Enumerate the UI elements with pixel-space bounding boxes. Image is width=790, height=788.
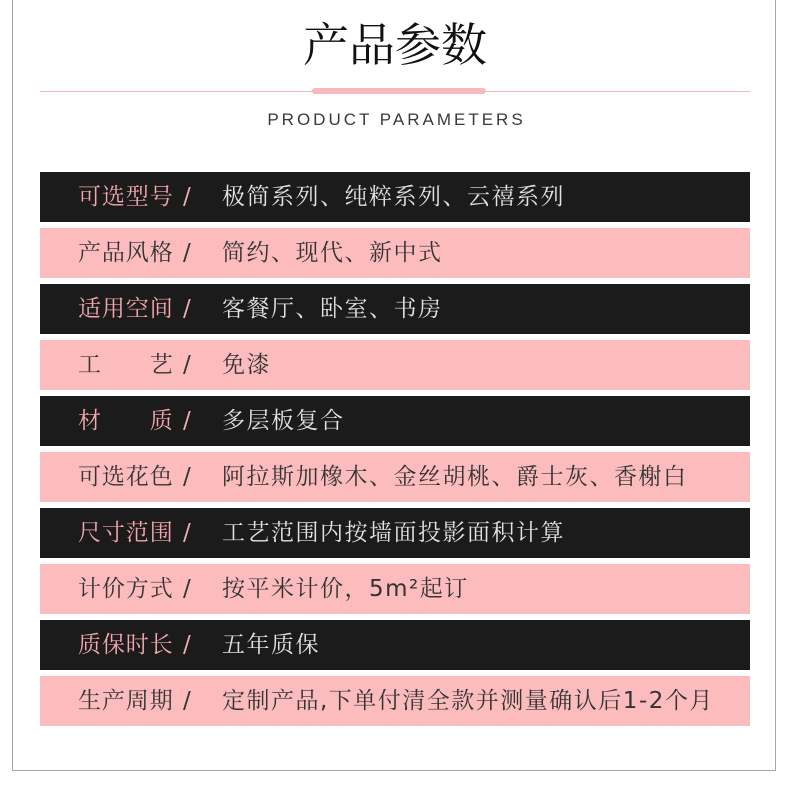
param-label: 工艺 <box>78 352 173 378</box>
param-value: 按平米计价，5m²起订 <box>222 576 469 602</box>
param-value: 阿拉斯加橡木、金丝胡桃、爵士灰、香榭白 <box>222 464 688 490</box>
param-separator: / <box>183 296 191 322</box>
title-divider-accent <box>312 88 486 94</box>
param-row-pricing <box>40 564 750 614</box>
param-separator: / <box>183 352 191 378</box>
param-label: 可选花色 <box>78 464 173 490</box>
page-title: 产品参数 <box>303 18 487 72</box>
param-label: 计价方式 <box>78 576 173 602</box>
param-separator: / <box>183 688 191 714</box>
param-row-production <box>40 676 750 726</box>
param-label: 适用空间 <box>78 296 173 322</box>
page-subtitle: PRODUCT PARAMETERS <box>267 110 526 129</box>
param-value: 客餐厅、卧室、书房 <box>222 296 443 322</box>
param-row-model <box>40 172 750 222</box>
param-row-size <box>40 508 750 558</box>
param-row-colors <box>40 452 750 502</box>
param-label: 尺寸范围 <box>78 520 173 546</box>
param-separator: / <box>183 408 191 434</box>
param-value: 定制产品,下单付清全款并测量确认后1-2个月 <box>222 688 714 714</box>
param-value: 极简系列、纯粹系列、云禧系列 <box>222 184 565 210</box>
param-value: 多层板复合 <box>222 408 345 434</box>
param-row-material <box>40 396 750 446</box>
param-value: 免漆 <box>222 352 271 378</box>
param-label: 产品风格 <box>78 240 173 266</box>
param-value: 简约、现代、新中式 <box>222 240 443 266</box>
param-separator: / <box>183 520 191 546</box>
param-value: 工艺范围内按墙面投影面积计算 <box>222 520 565 546</box>
param-separator: / <box>183 632 191 658</box>
parameter-table <box>40 172 750 726</box>
param-row-craft <box>40 340 750 390</box>
param-value: 五年质保 <box>222 632 320 658</box>
param-label: 材质 <box>78 408 173 434</box>
param-separator: / <box>183 576 191 602</box>
param-label: 质保时长 <box>78 632 173 658</box>
param-label: 生产周期 <box>78 688 173 714</box>
param-separator: / <box>183 240 191 266</box>
param-separator: / <box>183 464 191 490</box>
param-row-space <box>40 284 750 334</box>
param-row-warranty <box>40 620 750 670</box>
param-separator: / <box>183 184 191 210</box>
param-label: 可选型号 <box>78 184 173 210</box>
param-row-style <box>40 228 750 278</box>
